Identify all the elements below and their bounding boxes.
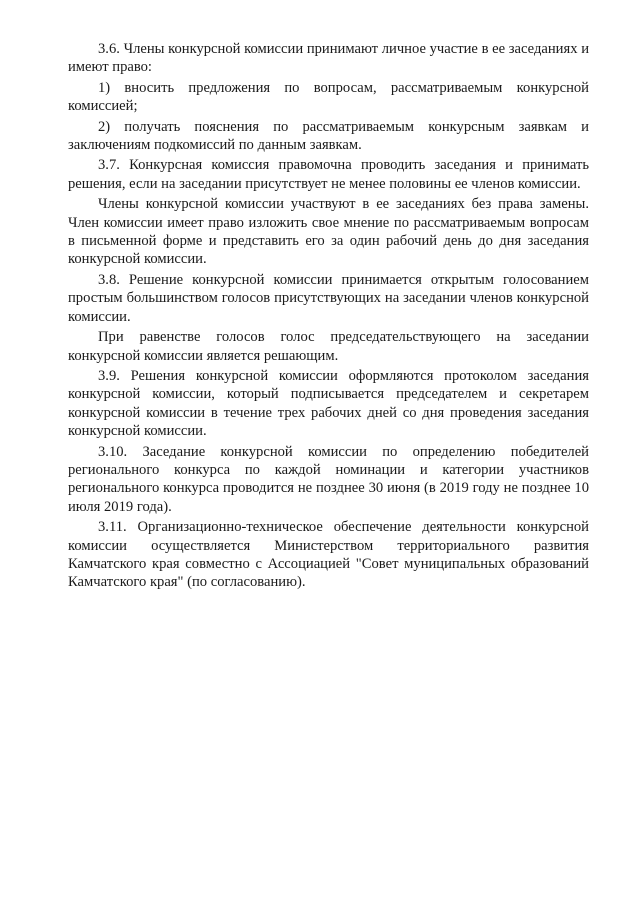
- paragraph-members: Члены конкурсной комиссии участвуют в ее заседаниях без права замены. Член комиссии имеет право изложить свое мнение по рассматриваемым вопросам в письменной форме и представить его за один рабочий день до дня заседания конкурсной комиссии.: [68, 196, 589, 268]
- list-item-1: 1) вносить предложения по вопросам, рассматриваемым конкурсной комиссией;: [68, 79, 589, 115]
- document-body: [68, 40, 589, 592]
- paragraph-3-8: 3.8. Решение конкурсной комиссии принимается открытым голосованием простым большинством голосов присутствующих на заседании членов конкурсной комиссии.: [68, 271, 589, 325]
- paragraph-3-7: 3.7. Конкурсная комиссия правомочна проводить заседания и принимать решения, если на заседании присутствует не менее половины ее членов комиссии.: [68, 157, 589, 192]
- list-item-2: 2) получать пояснения по рассматриваемым конкурсным заявкам и заключениям подкомиссий по данным заявкам.: [68, 118, 589, 154]
- paragraph-3-11: 3.11. Организационно-техническое обеспечение деятельности конкурсной комиссии осуществляется Министерством территориального развития Камчатского края совместно с Ассоциацией "Совет муниципальных образований Камчатского края" (по согласованию).: [68, 519, 589, 591]
- paragraph-tie-vote: При равенстве голосов голос председательствующего на заседании конкурсной комиссии является решающим.: [68, 329, 589, 364]
- paragraph-3-9: 3.9. Решения конкурсной комиссии оформляются протоколом заседания конкурсной комиссии, который подписывается председателем и секретарем конкурсной комиссии в течение трех рабочих дней со дня проведения заседания конкурсной комиссии.: [68, 367, 589, 440]
- paragraph-3-6: 3.6. Члены конкурсной комиссии принимают личное участие в ее заседаниях и имеют право:: [68, 41, 589, 76]
- paragraph-3-10: 3.10. Заседание конкурсной комиссии по определению победителей регионального конкурса по каждой номинации и категории участников регионального конкурса проводится не позднее 30 июня (в 2019 году не позднее 10 июля 2019 года).: [68, 443, 589, 515]
